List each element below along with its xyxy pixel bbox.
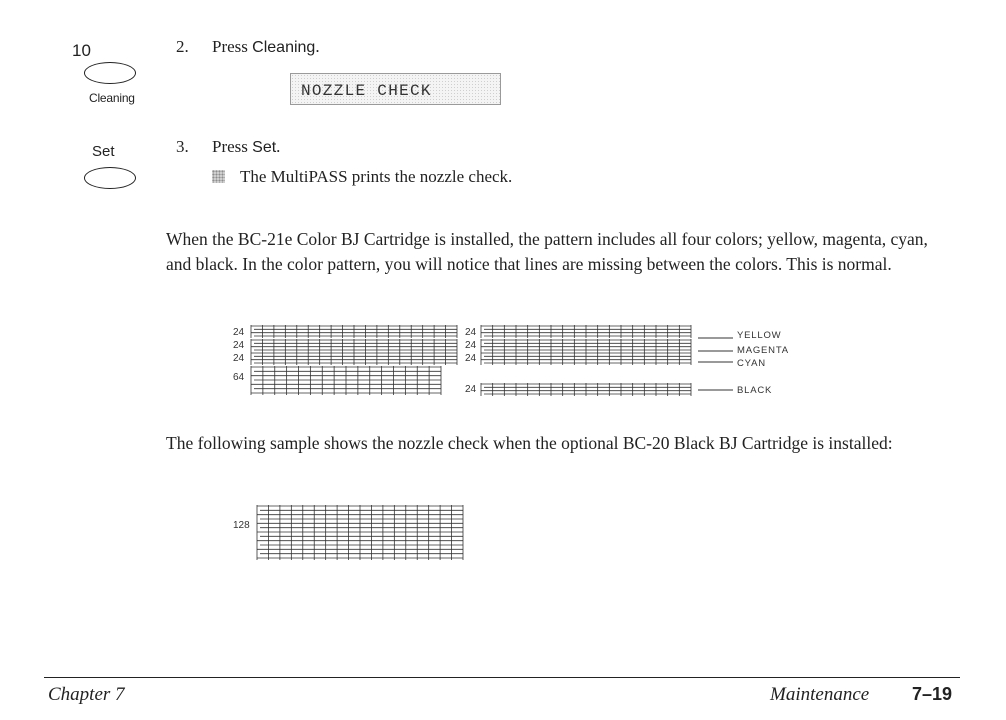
- color-pattern-description: When the BC-21e Color BJ Cartridge is installed, the pattern includes all four colors; yellow, magenta, cyan, and black. In the color pattern, you will notice that lines are missing between the colors. This is normal.: [166, 229, 928, 274]
- right-count-label: 24: [465, 353, 477, 364]
- footer-rule: [44, 677, 960, 678]
- step-number: 3.: [176, 137, 189, 156]
- left-count-label: 24: [233, 327, 245, 338]
- nozzle-grid-lines: [257, 505, 463, 560]
- step-punct: .: [315, 37, 320, 56]
- right-count-label: 24: [465, 340, 477, 351]
- legend-yellow: YELLOW: [737, 330, 782, 341]
- step-number: 2.: [176, 37, 189, 56]
- right-count-label: 24: [465, 384, 477, 395]
- step-3: [176, 137, 280, 157]
- step-text: Press: [212, 37, 253, 56]
- result-bullet-icon: [212, 170, 225, 183]
- lcd-display: [290, 73, 501, 105]
- footer-page-number: 7–19: [912, 684, 953, 704]
- step-key-name: Cleaning: [252, 39, 316, 56]
- footer-chapter: Chapter 7: [48, 684, 125, 705]
- left-count-label: 64: [233, 372, 245, 383]
- lcd-display-text: NOZZLE CHECK: [301, 82, 432, 100]
- legend-magenta: MAGENTA: [737, 345, 789, 356]
- cleaning-key-number: 10: [72, 41, 91, 60]
- footer-section: Maintenance: [770, 684, 870, 705]
- left-count-label: 24: [233, 340, 245, 351]
- legend-black: BLACK: [737, 385, 773, 396]
- step-result: The MultiPASS prints the nozzle check.: [240, 167, 513, 186]
- cleaning-key-icon: [84, 62, 136, 84]
- black-pattern-description: The following sample shows the nozzle check when the optional BC-20 Black BJ Cartridge is installed:: [166, 433, 893, 453]
- step-punct: .: [276, 137, 281, 156]
- step-key-name: Set: [252, 139, 277, 156]
- cleaning-key-label: Cleaning: [89, 91, 135, 105]
- black-count-label: 128: [233, 520, 250, 531]
- step-2: [176, 37, 320, 57]
- left-count-label: 24: [233, 353, 245, 364]
- set-key-icon: [84, 167, 136, 189]
- set-key-label: Set: [92, 143, 115, 160]
- step-text: Press: [212, 137, 253, 156]
- right-count-label: 24: [465, 327, 477, 338]
- black-nozzle-pattern: [230, 500, 470, 565]
- color-nozzle-pattern: [225, 322, 795, 402]
- legend-cyan: CYAN: [737, 358, 766, 369]
